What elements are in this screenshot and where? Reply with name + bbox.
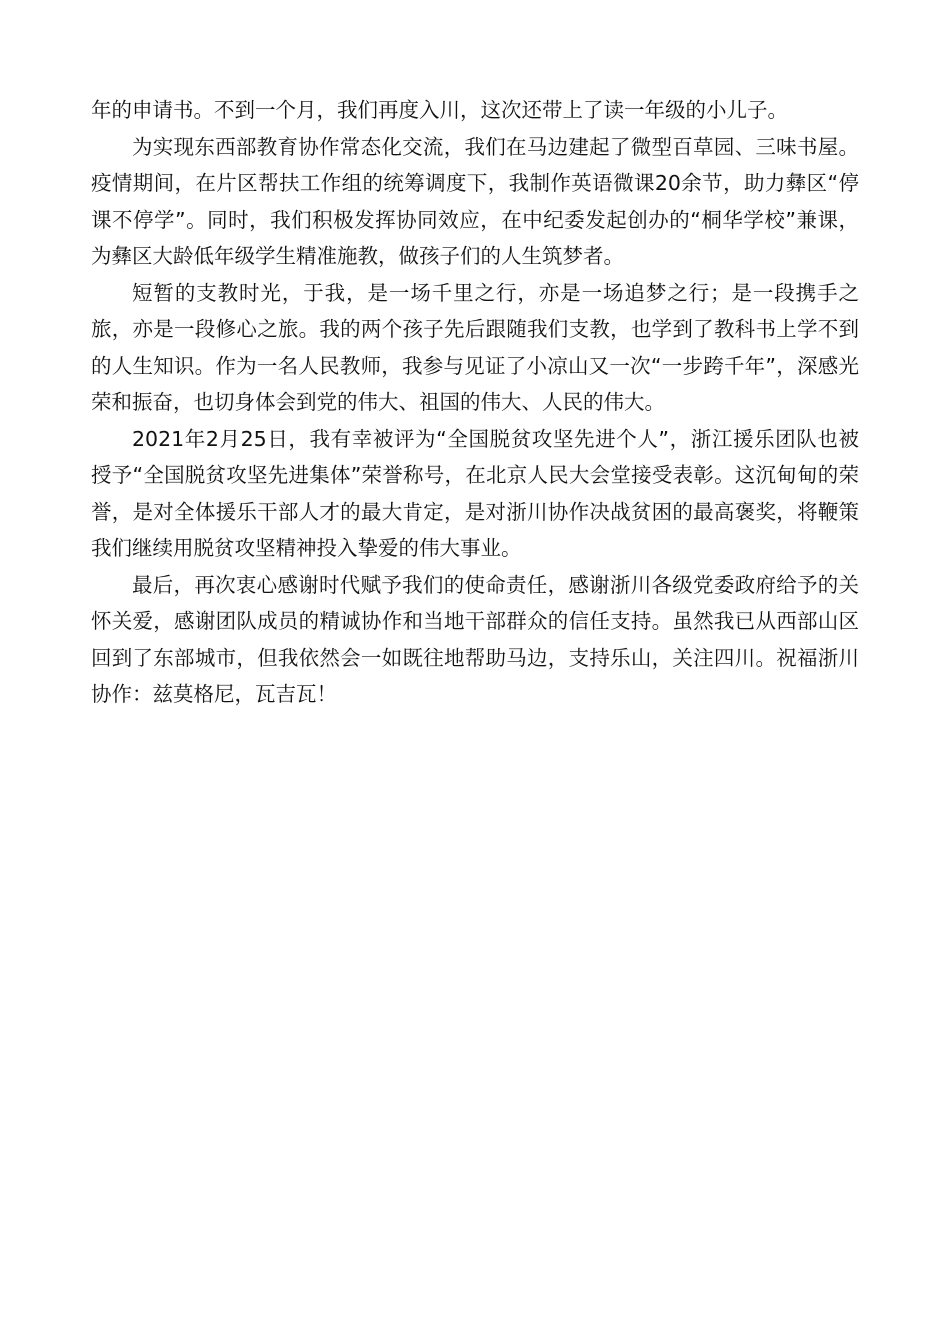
paragraph-education-cooperation: 为实现东西部教育协作常态化交流，我们在马边建起了微型百草园、三味书屋。疫情期间，在片区帮扶工作组的统筹调度下，我制作英语微课20余节，助力彝区“停课不停学”。同时，我们积极发挥协同效应，在中纪委发起创办的“桐华学校”兼课，为彝区大龄低年级学生精准施教，做孩子们的人生筑梦者。 — [91, 134, 859, 268]
paragraph-honor-award: 2021年2月25日，我有幸被评为“全国脱贫攻坚先进个人”，浙江援乐团队也被授予“全国脱贫攻坚先进集体”荣誉称号，在北京人民大会堂接受表彰。这沉甸甸的荣誉，是对全体援乐干部人才的最大肯定，是对浙川协作决战贫困的最高褒奖，将鞭策我们继续用脱贫攻坚精神投入挚爱的伟大事业。 — [91, 426, 859, 560]
paragraph-teaching-journey: 短暂的支教时光，于我，是一场千里之行，亦是一场追梦之行；是一段携手之旅，亦是一段修心之旅。我的两个孩子先后跟随我们支教，也学到了教科书上学不到的人生知识。作为一名人民教师，我参与见证了小凉山又一次“一步跨千年”，深感光荣和振奋，也切身体会到党的伟大、祖国的伟大、人民的伟大。 — [91, 280, 859, 414]
paragraph-continuation: 年的申请书。不到一个月，我们再度入川，这次还带上了读一年级的小儿子。 — [91, 98, 788, 122]
paragraph-closing-thanks: 最后，再次衷心感谢时代赋予我们的使命责任，感谢浙川各级党委政府给予的关怀关爱，感谢团队成员的精诚协作和当地干部群众的信任支持。虽然我已从西部山区回到了东部城市，但我依然会一如既往地帮助马边，支持乐山，关注四川。祝福浙川协作：兹莫格尼，瓦吉瓦！ — [91, 572, 859, 706]
document-body — [91, 92, 859, 713]
